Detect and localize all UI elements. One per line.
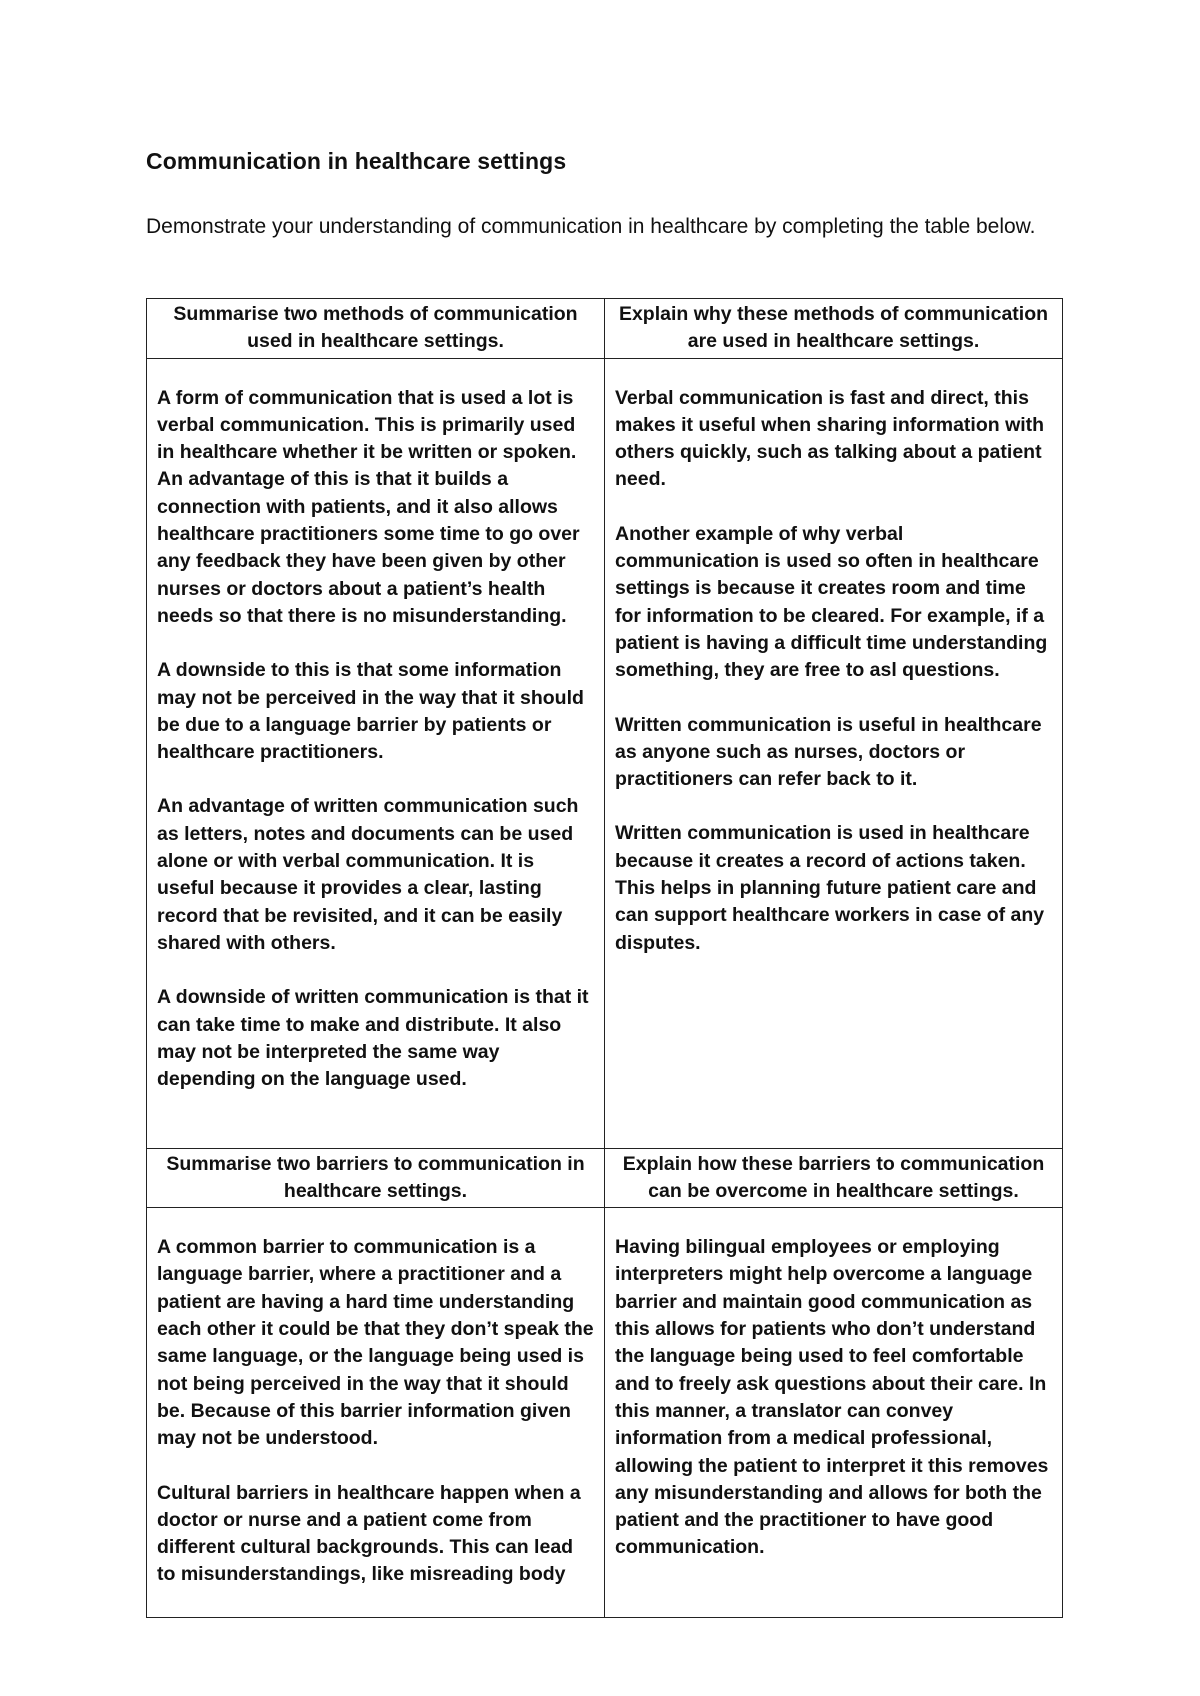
cell-barriers-explain bbox=[605, 1208, 1063, 1618]
header-methods-explain: Explain why these methods of communication are used in healthcare settings. bbox=[605, 299, 1063, 359]
communication-table bbox=[146, 298, 1063, 1618]
intro-text: Demonstrate your understanding of communication in healthcare by completing the table below. bbox=[146, 215, 1036, 238]
paragraph: A form of communication that is used a lot is verbal communication. This is primarily used in healthcare whether it be written or spoken. An advantage of this is that it builds a connection with patients, and it also allows healthcare practitioners some time to go over any feedback they have been given by other nurses or doctors about a patient’s health needs so that there is no misunderstanding. bbox=[157, 386, 580, 627]
table-row bbox=[147, 358, 1063, 1148]
paragraph: A common barrier to communication is a language barrier, where a practitioner and a patient are having a hard time understanding each other it could be that they don’t speak the same language, or the language being used is not being perceived in the way that it should be. Because of this barrier information given may not be understood. bbox=[157, 1236, 594, 1450]
page-title: Communication in healthcare settings bbox=[146, 148, 567, 174]
paragraph: Written communication is useful in healthcare as anyone such as nurses, doctors or practitioners can refer back to it. bbox=[615, 713, 1042, 791]
cell-barriers-summary bbox=[147, 1208, 605, 1618]
paragraph: An advantage of written communication such as letters, notes and documents can be used alone or with verbal communication. It is useful because it provides a clear, lasting record that be revisited, and it can be easily shared with others. bbox=[157, 795, 579, 954]
paragraph: Cultural barriers in healthcare happen when a doctor or nurse and a patient come from different cultural backgrounds. This can lead to misunderstandings, like misreading body bbox=[157, 1481, 581, 1586]
header-barriers-explain: Explain how these barriers to communication can be overcome in healthcare settings. bbox=[605, 1148, 1063, 1208]
paragraph: Having bilingual employees or employing interpreters might help overcome a language barrier and maintain good communication as this allows for patients who don’t understand the language being used to feel comfortable and to freely ask questions about their care. In this manner, a translator can convey information from a medical professional, allowing the patient to interpret it this removes any misunderstanding and allows for both the patient and the practitioner to have good communication. bbox=[615, 1236, 1049, 1559]
paragraph: A downside to this is that some information may not be perceived in the way that it should be due to a language barrier by patients or healthcare practitioners. bbox=[157, 659, 584, 764]
table-row bbox=[147, 1208, 1063, 1618]
cell-methods-summary bbox=[147, 358, 605, 1148]
paragraph: Verbal communication is fast and direct, this makes it useful when sharing information with others quickly, such as talking about a patient need. bbox=[615, 386, 1045, 491]
paragraph: Written communication is used in healthcare because it creates a record of actions taken. This helps in planning future patient care and can support healthcare workers in case of any disputes. bbox=[615, 822, 1045, 954]
header-barriers-summary: Summarise two barriers to communication in healthcare settings. bbox=[147, 1148, 605, 1208]
header-methods-summary: Summarise two methods of communication used in healthcare settings. bbox=[147, 299, 605, 359]
table-header-row bbox=[147, 1148, 1063, 1208]
paragraph: A downside of written communication is that it can take time to make and distribute. It also may not be interpreted the same way depending on the language used. bbox=[157, 986, 589, 1091]
table-header-row bbox=[147, 299, 1063, 359]
cell-methods-explain bbox=[605, 358, 1063, 1148]
paragraph: Another example of why verbal communication is used so often in healthcare settings is because it creates room and time for information to be cleared. For example, if a patient is having a difficult time understanding something, they are free to asl questions. bbox=[615, 522, 1048, 682]
